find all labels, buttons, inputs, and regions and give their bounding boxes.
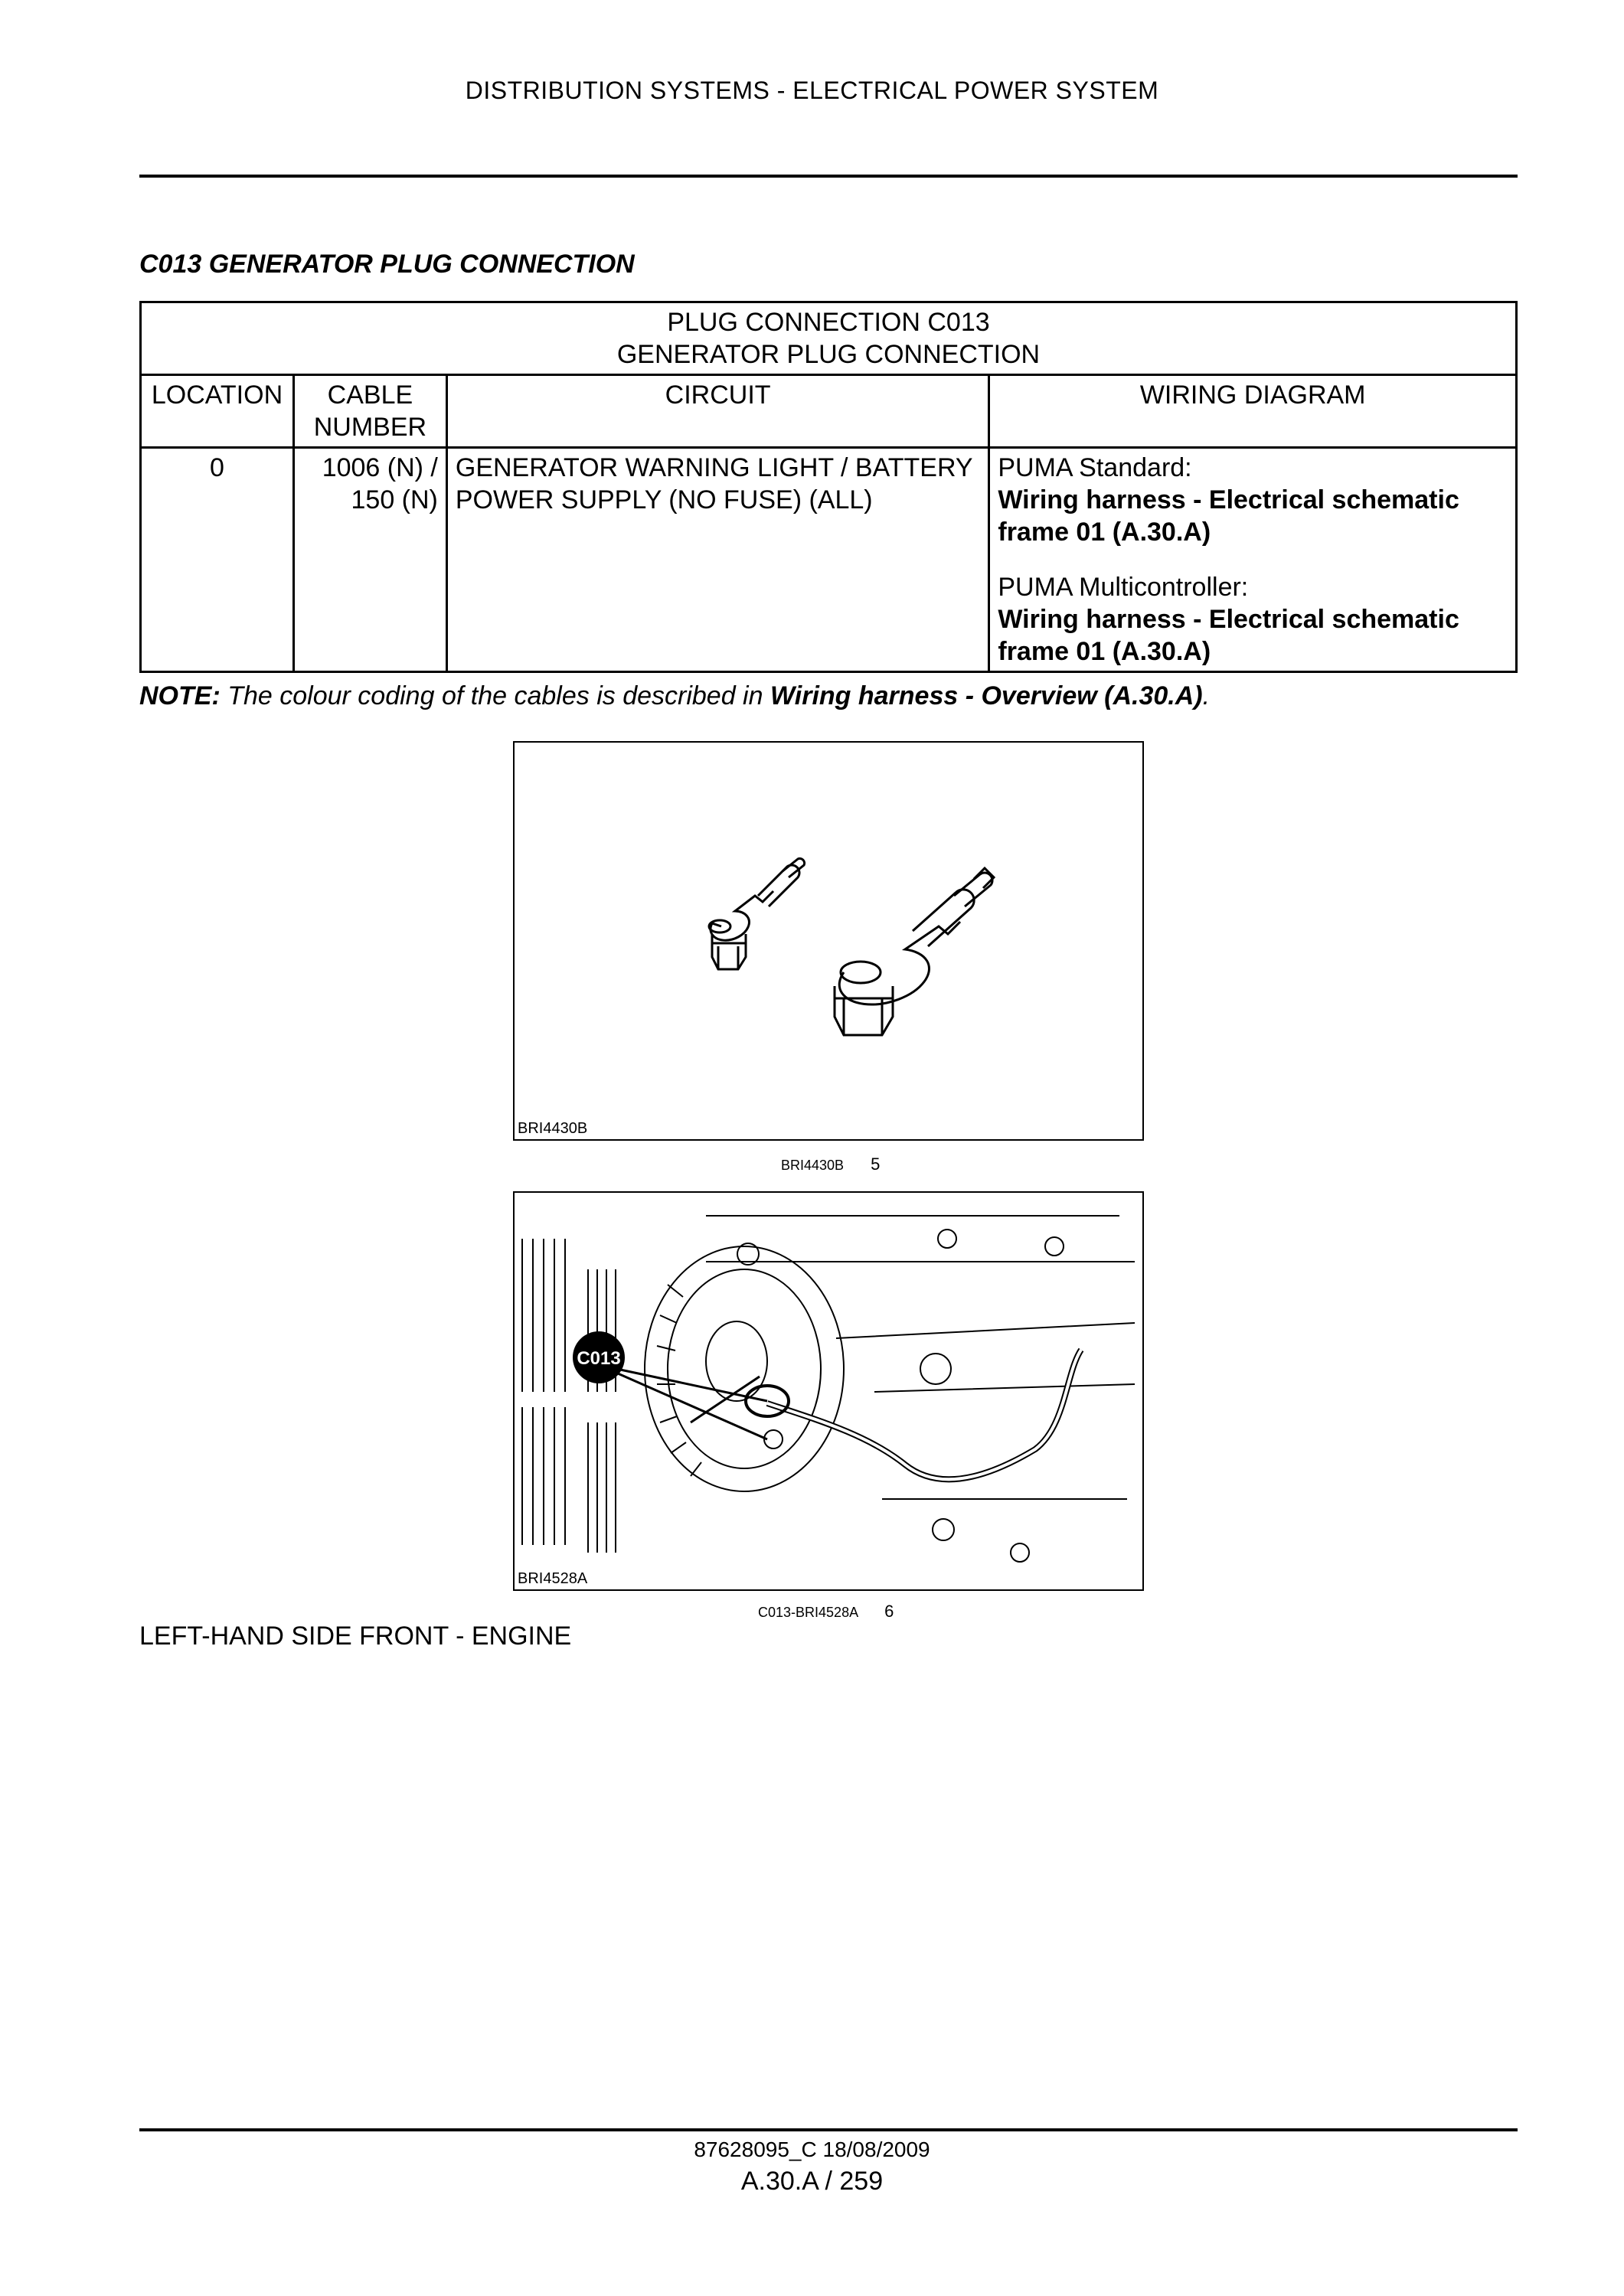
note-label: NOTE: — [139, 681, 221, 710]
figure-engine-generator — [513, 1191, 1144, 1591]
ring-terminals-illustration — [515, 743, 1142, 1139]
cell-circuit: GENERATOR WARNING LIGHT / BATTERY POWER SUPPLY (NO FUSE) (ALL) — [446, 448, 989, 672]
cell-wiring-diagram — [989, 448, 1517, 672]
table-title-cell — [141, 302, 1517, 375]
footer-page-number: A.30.A / 259 — [740, 2167, 884, 2196]
section-title: C013 GENERATOR PLUG CONNECTION — [139, 250, 635, 279]
figure-1-number: 5 — [871, 1155, 881, 1174]
table-title-row — [141, 302, 1517, 375]
c013-callout-text: C013 — [577, 1348, 621, 1369]
plug-connection-table — [139, 301, 1518, 673]
engine-generator-illustration — [515, 1193, 1142, 1589]
figure-ring-terminals — [513, 741, 1144, 1141]
header-cable-number: CABLE NUMBER — [293, 375, 446, 448]
page-header-title: DISTRIBUTION SYSTEMS - ELECTRICAL POWER SYSTEM — [465, 77, 1159, 104]
header-circuit: CIRCUIT — [446, 375, 989, 448]
figure-2-caption-code: C013-BRI4528A — [758, 1605, 858, 1620]
note-link[interactable]: Wiring harness - Overview (A.30.A) — [770, 681, 1203, 710]
table-header-row — [141, 375, 1517, 448]
cell-location: 0 — [141, 448, 294, 672]
figure-2-caption — [758, 1602, 894, 1622]
figure-1-caption — [781, 1155, 880, 1174]
table-row — [141, 448, 1517, 672]
figure-2-number: 6 — [884, 1602, 894, 1621]
location-label: LEFT-HAND SIDE FRONT - ENGINE — [139, 1622, 572, 1651]
diagram-standard-label: PUMA Standard: — [998, 453, 1192, 482]
diagram-multicontroller-label: PUMA Multicontroller: — [998, 573, 1249, 602]
header-wiring-diagram: WIRING DIAGRAM — [989, 375, 1517, 448]
cable-number-line1: 1006 (N) / — [322, 453, 438, 482]
figure-2-inner-label: BRI4528A — [518, 1570, 588, 1587]
cable-number-line2: 150 (N) — [351, 485, 438, 514]
header-location: LOCATION — [141, 375, 294, 448]
note-text: The colour coding of the cables is described in — [220, 681, 770, 710]
note-end: . — [1202, 681, 1211, 710]
cooling-fins — [522, 1239, 616, 1553]
footer-rule — [139, 2128, 1518, 2131]
note-paragraph — [139, 681, 1518, 711]
figure-1-inner-label: BRI4430B — [518, 1120, 588, 1137]
diagram-multicontroller-link[interactable]: Wiring harness - Electrical schematic frame 01 (A.30.A) — [998, 605, 1459, 666]
footer-doc-code: 87628095_C 18/08/2009 — [694, 2138, 930, 2161]
figure-1-caption-code: BRI4430B — [781, 1158, 845, 1173]
cell-cable-number — [293, 448, 446, 672]
table-title-line2: GENERATOR PLUG CONNECTION — [616, 340, 1041, 369]
diagram-standard-link[interactable]: Wiring harness - Electrical schematic frame 01 (A.30.A) — [998, 485, 1459, 547]
table-title-line1: PLUG CONNECTION C013 — [667, 308, 990, 337]
header-rule — [139, 175, 1518, 178]
